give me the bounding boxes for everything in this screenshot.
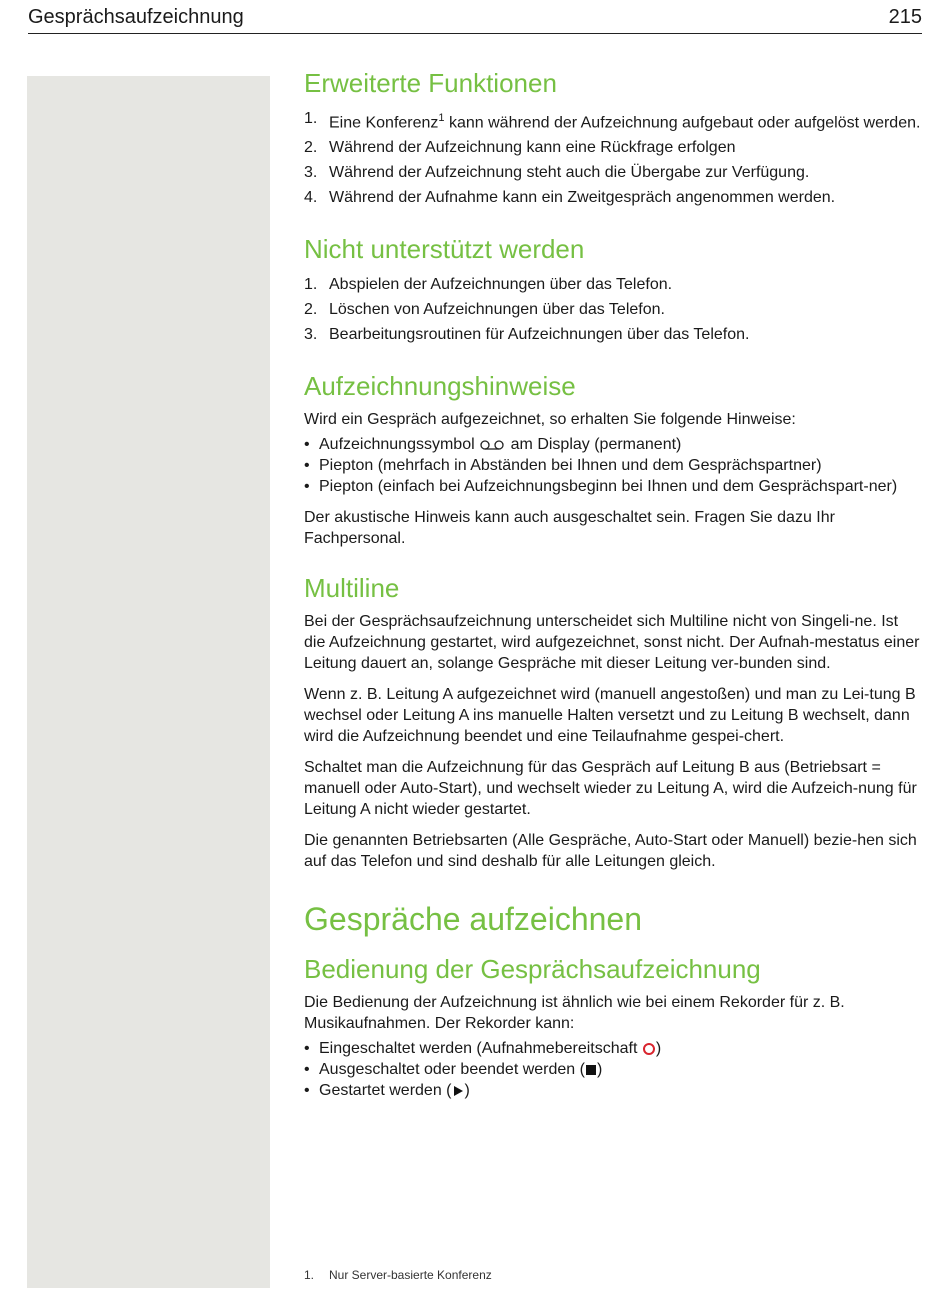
list-item xyxy=(304,272,922,297)
paragraph: Wenn z. B. Leitung A aufgezeichnet wird (manuell angestoßen) und man zu Lei-tung B wechsel oder Leitung A ins manuelle Halten versetzt und zu Leitung B wechselt, dann wird die Aufzeichnung beendet und eine Teilaufnahme gespei-chert. xyxy=(304,686,916,746)
list-item xyxy=(304,106,922,135)
bullet-list xyxy=(304,434,922,497)
section-nicht-unterstuetzt xyxy=(304,232,922,347)
list-item xyxy=(304,135,922,160)
footnote xyxy=(304,1268,492,1282)
paragraph: Der akustische Hinweis kann auch ausgeschaltet sein. Fragen Sie dazu Ihr Fachpersonal. xyxy=(304,509,835,548)
paragraph: Schaltet man die Aufzeichnung für das Gespräch auf Leitung B aus (Betriebsart = manuell oder Auto-Start), und wechselt wieder zu Leitung A, wird die Aufzeich-nung für Leitung A nicht wieder gestartet. xyxy=(304,759,917,819)
list-text: Eingeschaltet werden (Aufnahmebereitschaft xyxy=(319,1040,638,1058)
paragraph: Die Bedienung der Aufzeichnung ist ähnlich wie bei einem Rekorder für z. B. Musikaufnahmen. Der Rekorder kann: xyxy=(304,994,845,1033)
list-item xyxy=(304,434,922,455)
list-item xyxy=(304,476,922,497)
list-text: Piepton (einfach bei Aufzeichnungsbeginn bei Ihnen und dem Gesprächspart-ner) xyxy=(319,478,898,496)
page-header xyxy=(28,6,922,34)
footnote-number: 1. xyxy=(304,1268,315,1282)
chapter-heading: Gespräche aufzeichnen xyxy=(304,901,642,938)
section-heading: Bedienung der Gesprächsaufzeichnung xyxy=(304,954,761,985)
bullet-list xyxy=(304,1038,922,1101)
list-text: Piepton (mehrfach in Abständen bei Ihnen und dem Gesprächspartner) xyxy=(319,457,822,475)
stop-square-icon xyxy=(586,1065,596,1075)
section-erweiterte-funktionen xyxy=(304,66,922,210)
list-item xyxy=(304,297,922,322)
section-bedienung xyxy=(304,952,922,1101)
list-item xyxy=(304,160,922,185)
recording-symbol-icon xyxy=(479,439,505,451)
list-text: Während der Aufnahme kann ein Zweitgespräch angenommen werden. xyxy=(329,189,836,207)
list-text: Während der Aufzeichnung steht auch die Übergabe zur Verfügung. xyxy=(329,164,810,182)
section-heading: Aufzeichnungshinweise xyxy=(304,371,576,402)
list-text: ) xyxy=(464,1082,470,1100)
list-number: 3. xyxy=(304,326,318,344)
record-circle-icon xyxy=(643,1043,655,1055)
play-triangle-icon xyxy=(454,1086,463,1096)
list-number: 3. xyxy=(304,164,318,182)
list-number: 4. xyxy=(304,189,318,207)
list-text: Löschen von Aufzeichnungen über das Telefon. xyxy=(329,301,665,319)
numbered-list xyxy=(304,106,922,210)
section-heading: Nicht unterstützt werden xyxy=(304,234,585,265)
paragraph: Wird ein Gespräch aufgezeichnet, so erhalten Sie folgende Hinweise: xyxy=(304,411,796,429)
list-text: Abspielen der Aufzeichnungen über das Telefon. xyxy=(329,276,673,294)
section-multiline xyxy=(304,571,922,872)
list-item xyxy=(304,455,922,476)
section-heading: Multiline xyxy=(304,573,400,604)
footnote-text: Nur Server-basierte Konferenz xyxy=(329,1268,492,1282)
section-heading: Erweiterte Funktionen xyxy=(304,68,557,98)
list-number: 1. xyxy=(304,276,318,294)
list-text: Ausgeschaltet oder beendet werden ( xyxy=(319,1061,585,1079)
list-text: ) xyxy=(655,1040,662,1058)
page-number: 215 xyxy=(888,6,922,28)
list-text: kann während der Aufzeichnung aufgebaut oder aufgelöst werden. xyxy=(444,114,921,132)
section-aufzeichnungshinweise xyxy=(304,369,922,549)
list-number: 2. xyxy=(304,139,318,157)
paragraph: Die genannten Betriebsarten (Alle Gespräche, Auto-Start oder Manuell) bezie-hen sich auf das Telefon und sind deshalb für alle Leitungen gleich. xyxy=(304,832,917,871)
list-text: Eine Konferenz xyxy=(329,114,439,132)
list-item xyxy=(304,1038,922,1059)
list-text: Während der Aufzeichnung kann eine Rückfrage erfolgen xyxy=(329,139,736,157)
list-item xyxy=(304,1059,922,1080)
list-item xyxy=(304,322,922,347)
footnote-ref: 1 xyxy=(438,112,445,124)
list-text: am Display (permanent) xyxy=(510,436,682,454)
list-text: Gestartet werden ( xyxy=(319,1082,452,1100)
left-margin-panel xyxy=(27,76,270,1288)
paragraph: Bei der Gesprächsaufzeichnung unterscheidet sich Multiline nicht von Singeli-ne. Ist die Aufzeichnung gestartet, wird aufgezeichnet, sonst nicht. Der Aufnah-mestatus einer Leitung dauert an, solange Gespräche mit dieser Leitung ver-bunden sind. xyxy=(304,613,920,673)
list-item xyxy=(304,185,922,210)
section-gespraeche-aufzeichnen xyxy=(304,898,922,940)
numbered-list xyxy=(304,272,922,347)
list-text: Aufzeichnungssymbol xyxy=(319,436,475,454)
list-text: Bearbeitungsroutinen für Aufzeichnungen über das Telefon. xyxy=(329,326,750,344)
header-title: Gesprächsaufzeichnung xyxy=(28,6,244,28)
list-item xyxy=(304,1080,922,1101)
main-content xyxy=(304,66,922,1101)
list-number: 2. xyxy=(304,301,318,319)
list-text: ) xyxy=(596,1061,603,1079)
list-number: 1. xyxy=(304,110,318,127)
